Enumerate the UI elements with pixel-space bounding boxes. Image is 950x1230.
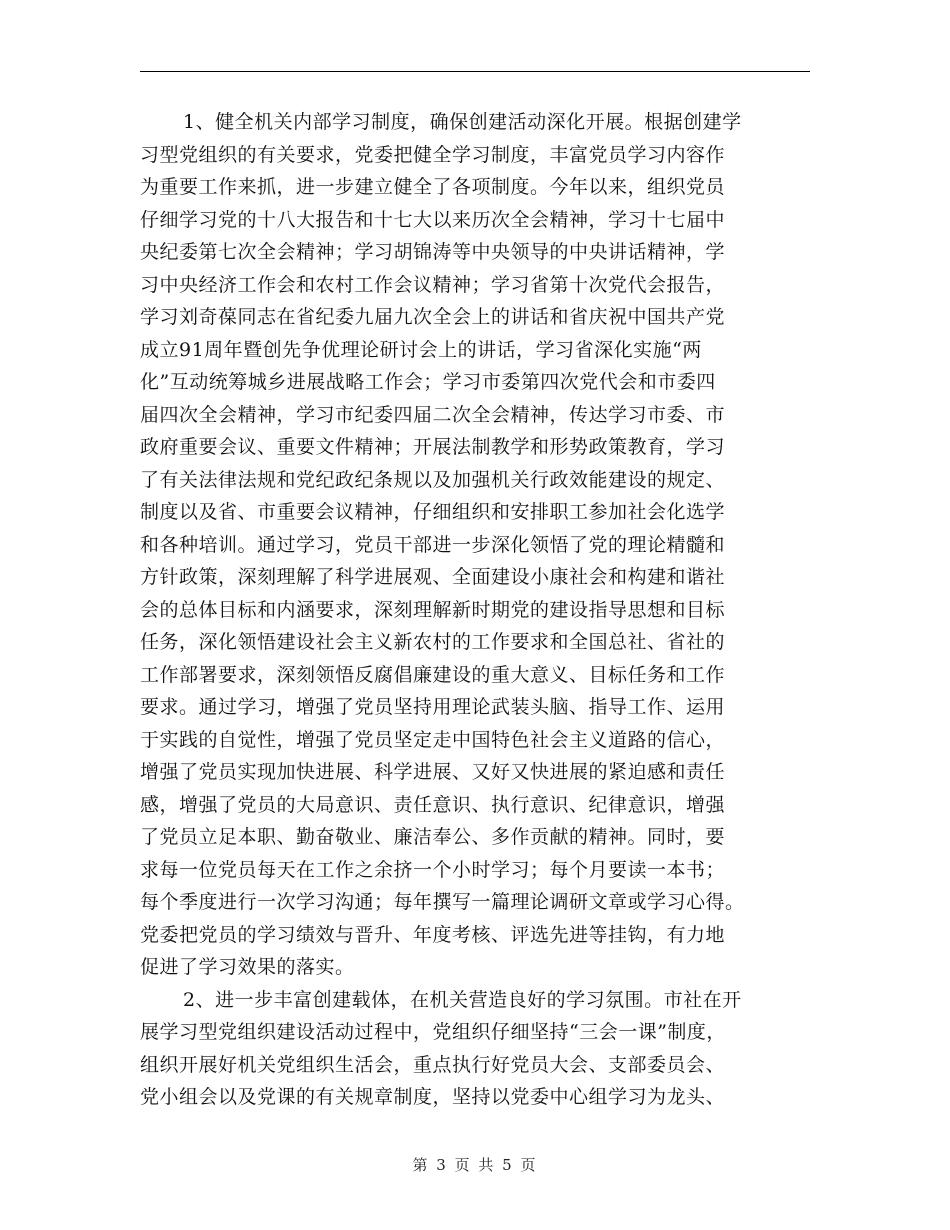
- text-line: 化”互动统筹城乡进展战略工作会；学习市委第四次党代会和市委四: [140, 371, 716, 393]
- text-line: 仔细学习党的十八大报告和十七大以来历次全会精神，学习十七届中: [140, 208, 726, 231]
- text-line: 任务，深化领悟建设社会主义新农村的工作要求和全国总社、省社的: [140, 631, 726, 653]
- paragraph-1: [140, 106, 810, 984]
- text-line: 制度以及省、市重要会议精神，仔细组织和安排职工参加社会化选学: [140, 501, 726, 523]
- document-body: [140, 106, 810, 1114]
- text-line: 工作部署要求，深刻领悟反腐倡廉建设的重大意义、目标任务和工作: [140, 663, 726, 686]
- text-line: 增强了党员实现加快进展、科学进展、又好又快进展的紧迫感和责任: [140, 761, 726, 783]
- text-line: 届四次全会精神，学习市纪委四届二次全会精神，传达学习市委、市: [140, 403, 726, 426]
- text-line: 为重要工作来抓，进一步建立健全了各项制度。今年以来，组织党员: [140, 176, 726, 198]
- text-line: 党委把党员的学习绩效与晋升、年度考核、评选先进等挂钩，有力地: [140, 923, 726, 946]
- text-line: 促进了学习效果的落实。: [140, 956, 355, 978]
- text-line: 于实践的自觉性，增强了党员坚定走中国特色社会主义道路的信心，: [140, 728, 726, 751]
- header-rule: [140, 71, 810, 72]
- text-line: 了党员立足本职、勤奋敬业、廉洁奉公、多作贡献的精神。同时，要: [140, 826, 726, 848]
- text-line: 2、进一步丰富创建载体，在机关营造良好的学习氛围。市社在开: [183, 988, 742, 1011]
- text-line: 政府重要会议、重要文件精神；开展法制教学和形势政策教育，学习: [140, 436, 726, 458]
- page-number-footer: 第 3 页 共 5 页: [412, 1156, 538, 1174]
- text-line: 求每一位党员每天在工作之余挤一个小时学习；每个月要读一本书；: [140, 858, 726, 881]
- text-line: 会的总体目标和内涵要求，深刻理解新时期党的建设指导思想和目标: [140, 598, 726, 621]
- text-line: 习型党组织的有关要求，党委把健全学习制度，丰富党员学习内容作: [140, 143, 726, 166]
- text-line: 组织开展好机关党组织生活会，重点执行好党员大会、支部委员会、: [140, 1053, 726, 1076]
- text-line: 学习刘奇葆同志在省纪委九届九次全会上的讲话和省庆祝中国共产党: [140, 306, 726, 328]
- paragraph-2: [140, 984, 810, 1114]
- text-line: 展学习型党组织建设活动过程中，党组织仔细坚持“三会一课”制度，: [140, 1021, 726, 1043]
- text-line: 1、健全机关内部学习制度，确保创建活动深化开展。根据创建学: [183, 111, 742, 133]
- text-line: 成立91周年暨创先争优理论研讨会上的讲话，学习省深化实施“两: [140, 338, 702, 361]
- text-line: 感，增强了党员的大局意识、责任意识、执行意识、纪律意识，增强: [140, 793, 726, 816]
- text-line: 要求。通过学习，增强了党员坚持用理论武装头脑、指导工作、运用: [140, 696, 726, 718]
- text-line: 了有关法律法规和党纪政纪条规以及加强机关行政效能建设的规定、: [140, 468, 726, 491]
- text-line: 方针政策，深刻理解了科学进展观、全面建设小康社会和构建和谐社: [140, 566, 726, 588]
- text-line: 党小组会以及党课的有关规章制度，坚持以党委中心组学习为龙头、: [140, 1086, 726, 1108]
- text-line: 央纪委第七次全会精神；学习胡锦涛等中央领导的中央讲话精神，学: [140, 241, 726, 263]
- text-line: 习中央经济工作会和农村工作会议精神；学习省第十次党代会报告，: [140, 273, 726, 296]
- text-line: 每个季度进行一次学习沟通；每年撰写一篇理论调研文章或学习心得。: [140, 891, 745, 913]
- text-line: 和各种培训。通过学习，党员干部进一步深化领悟了党的理论精髓和: [140, 533, 726, 556]
